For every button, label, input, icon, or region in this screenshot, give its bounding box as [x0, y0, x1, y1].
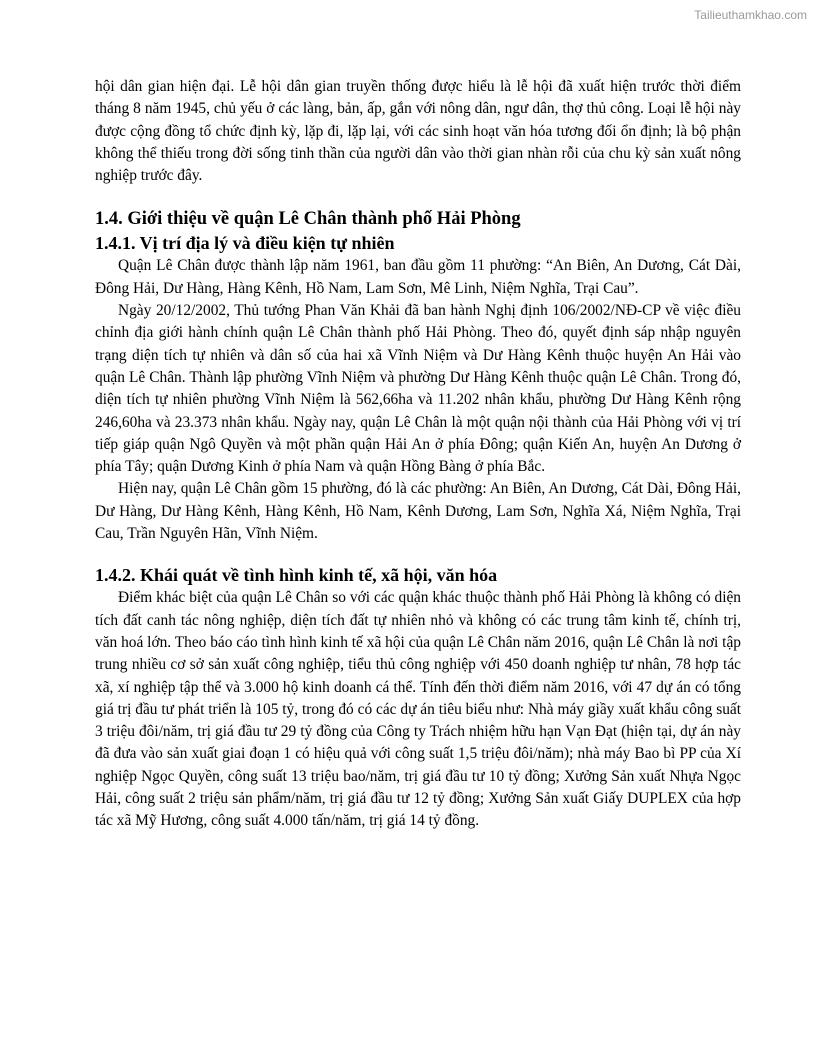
watermark: Tailieuthamkhao.com	[694, 8, 807, 22]
section-heading-1-4-1: 1.4.1. Vị trí địa lý và điều kiện tự nhiên	[95, 233, 395, 254]
section-heading-1-4-2: 1.4.2. Khái quát về tình hình kinh tế, xã hội, văn hóa	[95, 565, 498, 586]
document-body	[95, 76, 741, 833]
section-heading-1-4: 1.4. Giới thiệu về quận Lê Chân thành phố Hải Phòng	[95, 209, 521, 230]
paragraph-1-4-1-b: Ngày 20/12/2002, Thủ tướng Phan Văn Khải đã ban hành Nghị định 106/2002/NĐ-CP về việc điều chỉnh địa giới hành chính quận Lê Chân thành phố Hải Phòng. Theo đó, quyết định sáp nhập nguyên trạng diện tích tự nhiên và dân số của hai xã Vĩnh Niệm và Dư Hàng Kênh thuộc huyện An Hải vào quận Lê Chân. Thành lập phường Vĩnh Niệm và phường Dư Hàng Kênh thuộc quận Lê Chân. Trong đó, diện tích tự nhiên phường Vĩnh Niệm là 562,66ha và 11.202 nhân khẩu, phường Dư Hàng Kênh rộng 246,60ha và 23.373 nhân khẩu. Ngày nay, quận Lê Chân là một quận nội thành của Hải Phòng với vị trí tiếp giáp quận Ngô Quyền và một phần quận Hải An ở phía Đông; quận Kiến An, huyện An Dương ở phía Tây; quận Dương Kinh ở phía Nam và quận Hồng Bàng ở phía Bắc.	[95, 302, 741, 476]
paragraph-1-4-1-a: Quận Lê Chân được thành lập năm 1961, ban đầu gồm 11 phường: “An Biên, An Dương, Cát Dài, Đông Hải, Dư Hàng, Hàng Kênh, Hồ Nam, Lam Sơn, Mê Linh, Niệm Nghĩa, Trại Cau”.	[95, 257, 741, 297]
paragraph-1-4-1-c: Hiện nay, quận Lê Chân gồm 15 phường, đó là các phường: An Biên, An Dương, Cát Dài, Đông Hải, Dư Hàng, Dư Hàng Kênh, Hàng Kênh, Hồ Nam, Kênh Dương, Lam Sơn, Nghĩa Xá, Niệm Nghĩa, Trại Cau, Trần Nguyên Hãn, Vĩnh Niệm.	[95, 480, 741, 543]
paragraph-1-4-2-a: Điểm khác biệt của quận Lê Chân so với các quận khác thuộc thành phố Hải Phòng là không có diện tích đất canh tác nông nghiệp, diện tích đất tự nhiên nhỏ và không có các trung tâm kinh tế, chính trị, văn hoá lớn. Theo báo cáo tình hình kinh tế xã hội của quận Lê Chân năm 2016, quận Lê Chân là nơi tập trung nhiều cơ sở sản xuất công nghiệp, tiểu thủ công nghiệp với 450 doanh nghiệp tư nhân, 78 hợp tác xã, xí nghiệp tập thể và 3.000 hộ kinh doanh cá thể. Tính đến thời điểm năm 2016, với 47 dự án có tổng giá trị đầu tư phát triển là 105 tỷ, trong đó có các dự án tiêu biểu như: Nhà máy giầy xuất khẩu công suất 3 triệu đôi/năm, trị giá đầu tư 29 tỷ đồng của Công ty Trách nhiệm hữu hạn Vạn Đạt (hiện tại, dự án này đã đưa vào sản xuất giai đoạn 1 có hiệu quả với công suất 1,5 triệu đôi/năm); nhà máy Bao bì PP của Xí nghiệp Ngọc Quyền, công suất 13 triệu bao/năm, trị giá đầu tư 10 tỷ đồng; Xưởng Sản xuất Nhựa Ngọc Hải, công suất 2 triệu sản phẩm/năm, trị giá đầu tư 12 tỷ đồng; Xưởng Sản xuất Giấy DUPLEX của hợp tác xã Mỹ Hương, công suất 4.000 tấn/năm, trị giá 14 tỷ đồng.	[95, 589, 741, 830]
intro-paragraph: hội dân gian hiện đại. Lễ hội dân gian truyền thống được hiểu là lễ hội đã xuất hiện trước thời điểm tháng 8 năm 1945, chủ yếu ở các làng, bản, ấp, gắn với nông dân, ngư dân, thợ thủ công. Loại lễ hội này được cộng đồng tổ chức định kỳ, lặp đi, lặp lại, với các sinh hoạt văn hóa tương đối ổn định; là bộ phận không thể thiếu trong đời sống tinh thần của người dân vào thời gian nhàn rỗi của chu kỳ sản xuất nông nghiệp trước đây.	[95, 78, 741, 185]
